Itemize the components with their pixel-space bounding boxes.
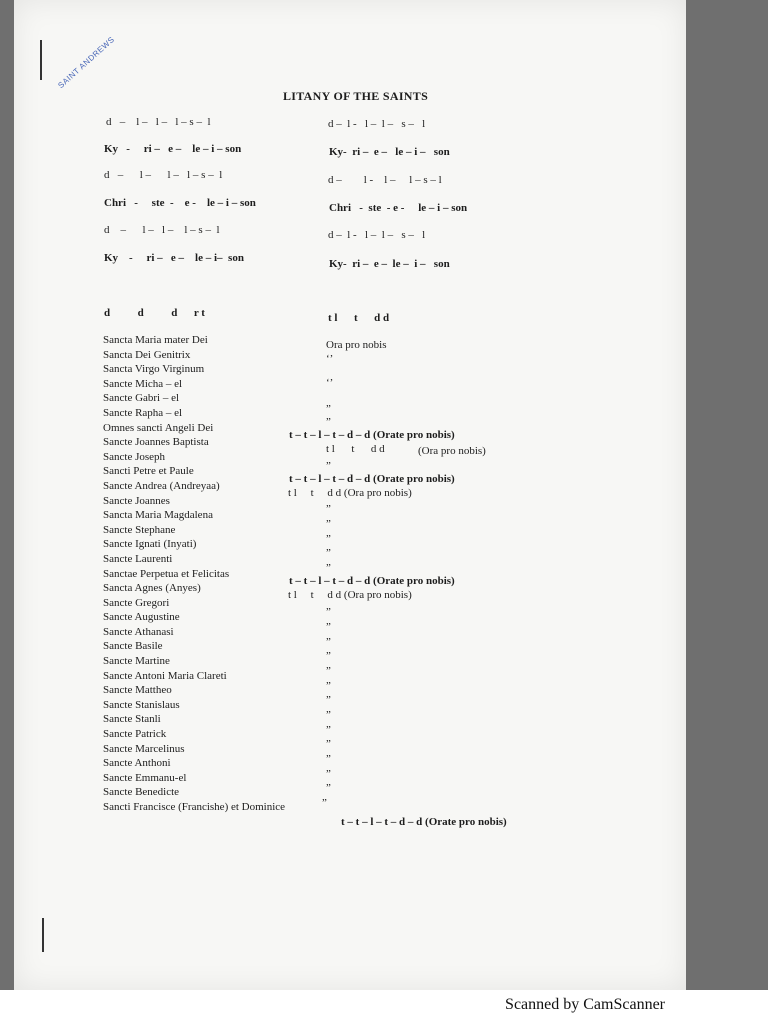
page-title: LITANY OF THE SAINTS	[283, 89, 429, 103]
kyrie-text-right-1: Ky- ri – e – le – i – son	[329, 146, 450, 158]
kyrie-text-right-3: Ky- ri – e – le – i – son	[329, 258, 450, 270]
call-notes: d d d r t	[104, 307, 205, 319]
ditto-mark: ”	[326, 562, 331, 574]
ditto-mark: ”	[326, 768, 331, 780]
ditto-mark: ”	[326, 503, 331, 515]
list-item: Sancte Athanasi	[103, 625, 174, 638]
orate-response: t – t – l – t – d – d (Orate pro nobis)	[289, 473, 455, 485]
list-item: Sancti Petre et Paule	[103, 465, 194, 478]
ditto-mark: ”	[326, 621, 331, 633]
ditto-mark: ”	[322, 797, 327, 809]
ditto-mark: ”	[326, 460, 331, 472]
list-item: Sancta Virgo Virginum	[103, 363, 205, 376]
kyrie-notes-left-2: d – l – l – l – s – l	[104, 169, 223, 181]
ditto-mark: ”	[326, 709, 331, 721]
kyrie-text-left-1: Ky - ri – e – le – i – son	[104, 143, 242, 155]
stamp: SAINT ANDREWS	[56, 34, 117, 91]
list-item: Sancti Francisce (Francishe) et Dominice	[103, 801, 286, 813]
ditto-mark: ”	[326, 403, 331, 415]
list-item: Sancte Joseph	[103, 450, 166, 463]
list-item: Sancta Maria Magdalena	[103, 509, 213, 522]
list-item: Sancte Rapha – el	[103, 406, 183, 419]
list-item: Sancte Stephane	[103, 523, 176, 536]
list-item: Sancta Agnes (Anyes)	[103, 582, 201, 595]
list-item: Sancte Emmanu-el	[103, 771, 187, 784]
list-item: Sancte Joannes	[103, 494, 170, 507]
ditto-mark: ”	[326, 636, 331, 648]
list-item: Sancte Gabri – el	[103, 392, 180, 405]
list-item: Sancte Laurenti	[103, 552, 173, 565]
list-item: Sancte Basile	[103, 640, 163, 653]
ditto-mark: ”	[326, 724, 331, 736]
list-item: Sancte Ignati (Inyati)	[103, 538, 197, 551]
list-item: Sancte Stanislaus	[103, 698, 180, 711]
scan-mark	[42, 918, 44, 952]
response-notes: t l t d d	[328, 312, 390, 324]
ditto-mark: ”	[326, 547, 331, 559]
list-item: Sancte Martine	[103, 655, 170, 668]
saints-list	[103, 334, 285, 816]
ditto-mark: ”	[326, 753, 331, 765]
camscanner-watermark: Scanned by CamScanner	[505, 996, 665, 1013]
kyrie-notes-left-3: d – l – l – l – s – l	[104, 224, 220, 236]
ditto-mark: ‘’	[326, 377, 334, 389]
orate-response: t – t – l – t – d – d (Orate pro nobis)	[341, 816, 507, 828]
list-item: Sanctae Perpetua et Felicitas	[103, 567, 230, 580]
list-item: Sancte Antoni Maria Clareti	[103, 669, 227, 682]
orate-response: t – t – l – t – d – d (Orate pro nobis)	[289, 429, 455, 441]
list-item: Sancta Dei Genitrix	[103, 348, 191, 361]
list-item: Sancta Maria mater Dei	[103, 334, 208, 346]
ditto-mark: ”	[326, 533, 331, 545]
kyrie-text-left-3: Ky - ri – e – le – i– son	[104, 252, 244, 264]
kyrie-notes-right-3: d – l - l – l – s – l	[328, 229, 426, 241]
list-item: Sancte Marcelinus	[103, 742, 185, 755]
ditto-mark: ”	[326, 738, 331, 750]
ora-notes: t l t d d	[326, 443, 385, 455]
ditto-mark: ”	[326, 694, 331, 706]
kyrie-text-right-2: Chri - ste - e - le – i – son	[329, 202, 468, 214]
list-item: Sancte Joannes Baptista	[103, 436, 209, 449]
list-item: Sancte Stanli	[103, 713, 161, 726]
kyrie-notes-left-1: d – l – l – l – s – l	[106, 116, 211, 128]
orate-response: t – t – l – t – d – d (Orate pro nobis)	[289, 575, 455, 587]
list-item: Sancte Andrea (Andreyaa)	[103, 479, 220, 492]
ditto-mark: ”	[326, 665, 331, 677]
ditto-mark: ”	[326, 606, 331, 618]
list-item: Sancte Gregori	[103, 596, 170, 609]
ora-notes-inline: t l t d d (Ora pro nobis)	[288, 487, 412, 499]
list-item: Sancte Augustine	[103, 611, 180, 624]
list-item: Sancte Benedicte	[103, 786, 180, 799]
kyrie-text-left-2: Chri - ste - e - le – i – son	[104, 197, 256, 209]
list-item: Omnes sancti Angeli Dei	[103, 421, 214, 434]
list-item: Sancte Mattheo	[103, 684, 172, 697]
ora-paren: (Ora pro nobis)	[418, 445, 486, 457]
kyrie-notes-right-2: d – l - l – l – s – l	[328, 174, 442, 186]
ditto-mark: ‘’	[326, 353, 334, 365]
list-item: Sancte Anthoni	[103, 757, 171, 770]
ora-pro-nobis: Ora pro nobis	[326, 339, 387, 351]
ditto-mark: ”	[326, 680, 331, 692]
list-item: Sancte Patrick	[103, 728, 167, 741]
scan-mark	[40, 40, 42, 80]
ditto-mark: ”	[326, 650, 331, 662]
list-item: Sancte Micha – el	[103, 377, 183, 390]
ditto-mark: ”	[326, 782, 331, 794]
ora-notes-inline: t l t d d (Ora pro nobis)	[288, 589, 412, 601]
ditto-mark: ”	[326, 518, 331, 530]
ditto-mark: ”	[326, 416, 331, 428]
kyrie-notes-right-1: d – l - l – l – s – l	[328, 118, 426, 130]
